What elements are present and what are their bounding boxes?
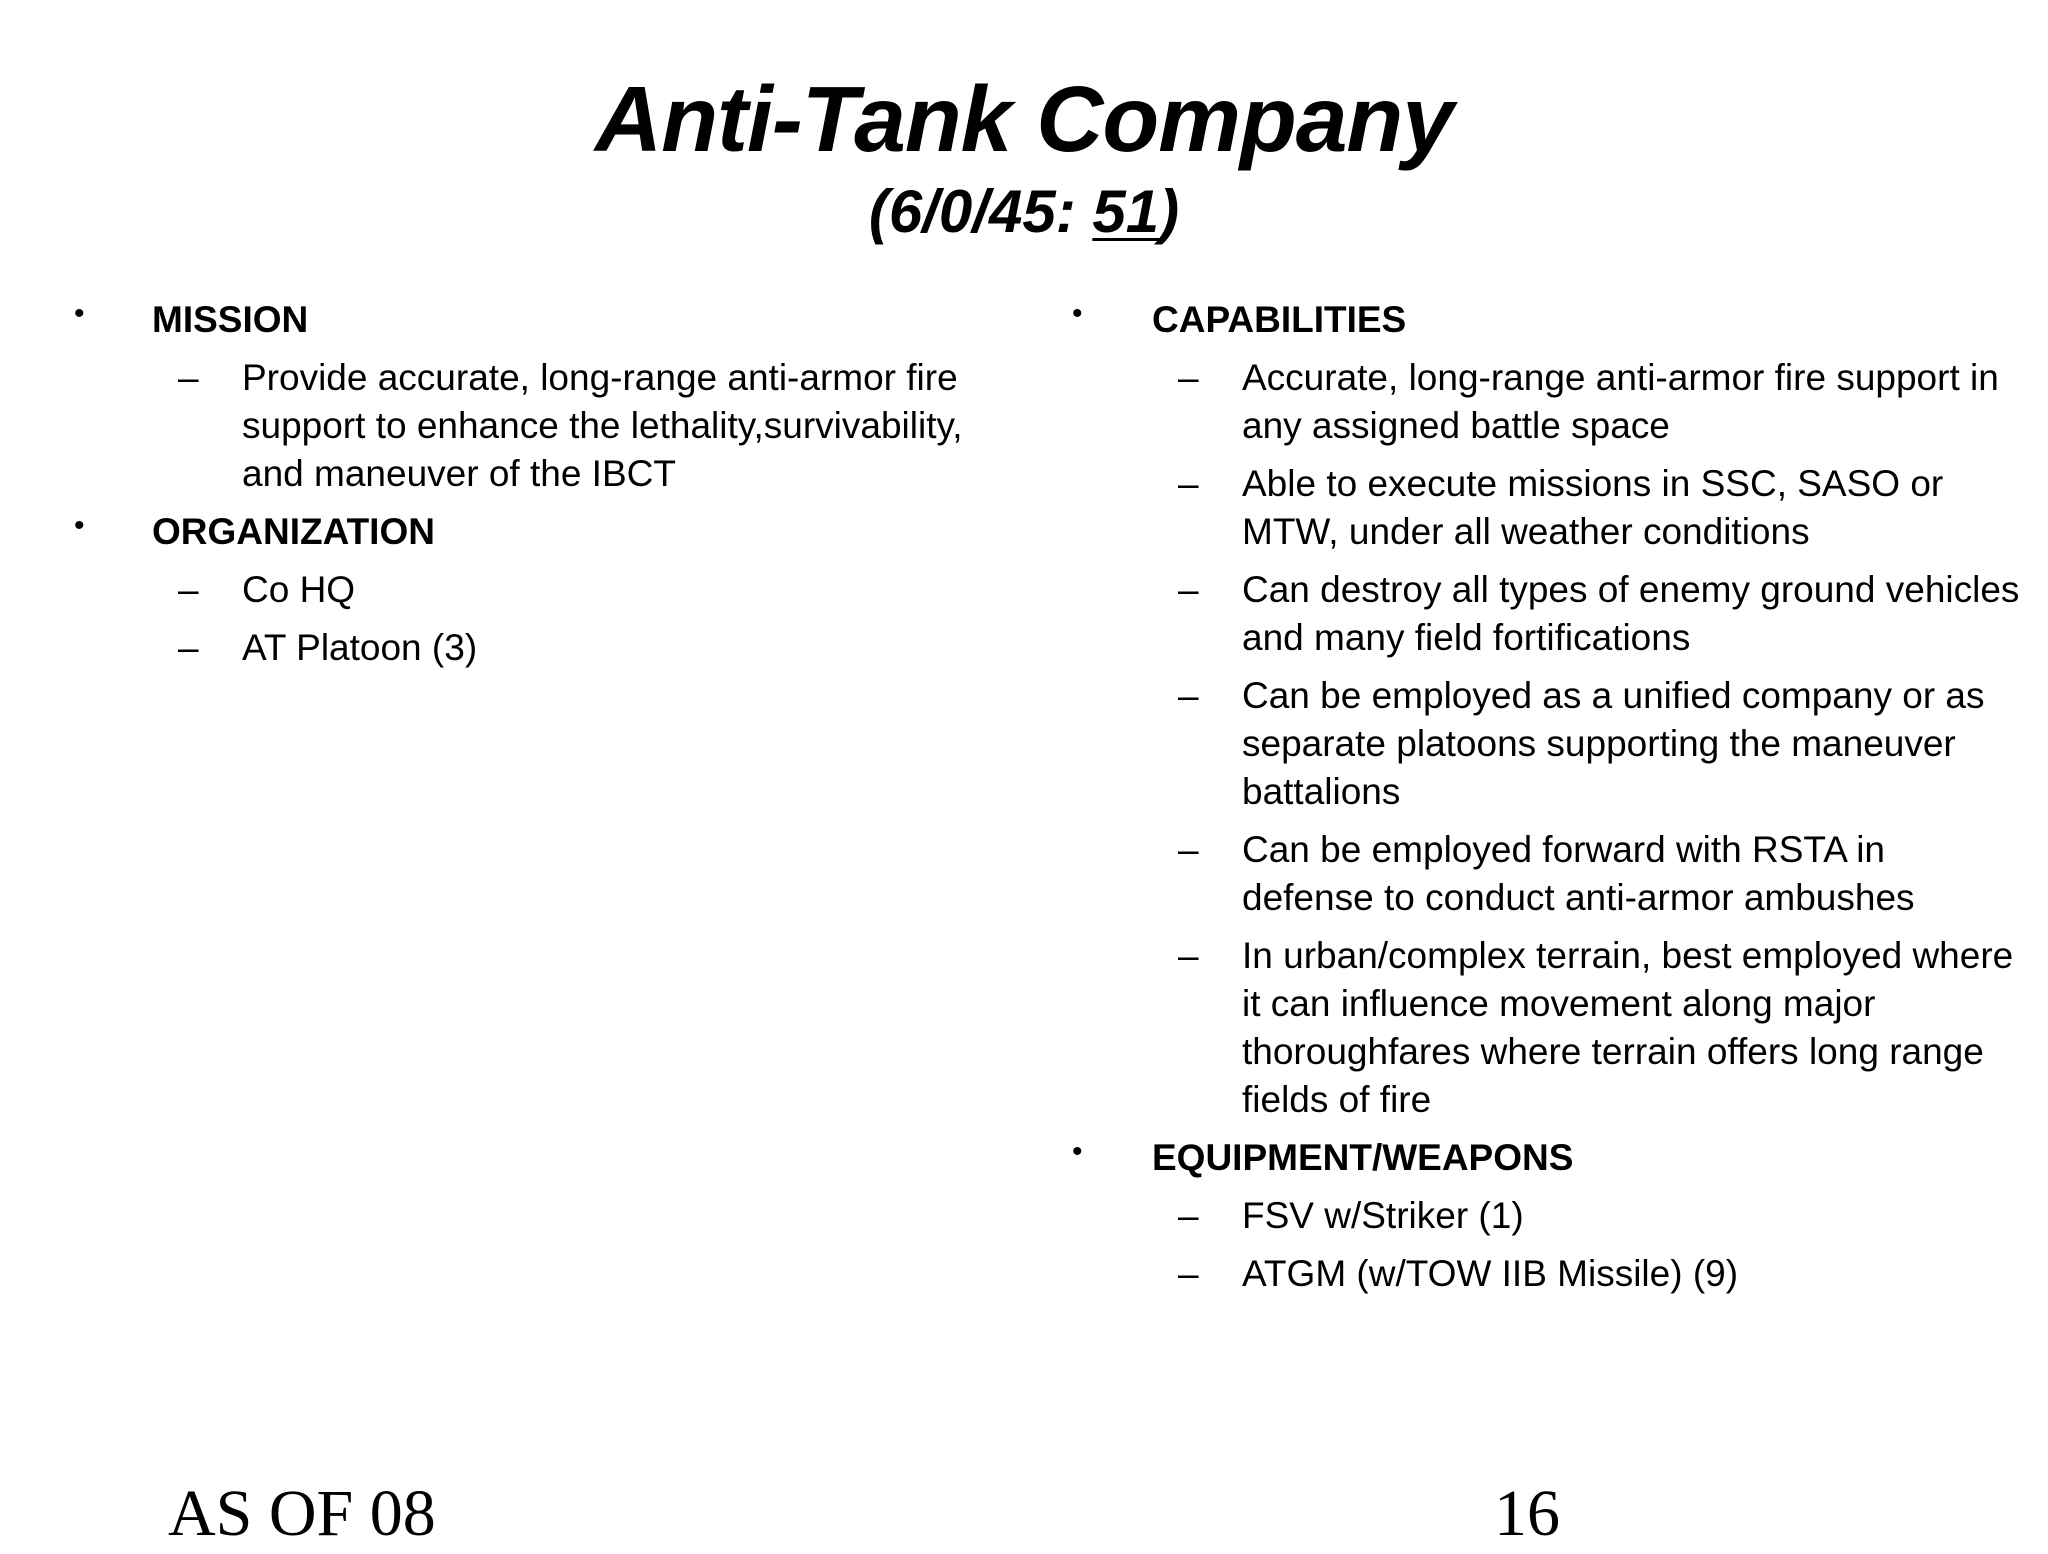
list-item — [1070, 826, 2020, 922]
capabilities-list — [1070, 354, 2020, 1124]
list-item — [1070, 566, 2020, 662]
list-item — [1070, 672, 2020, 816]
slide-title: Anti-Tank Company — [595, 67, 1453, 171]
capability-item-text: Can be employed as a unified company or as separate platoons supporting the maneuver battalions — [1242, 675, 1985, 812]
equipment-heading-label: EQUIPMENT/WEAPONS — [1152, 1137, 1574, 1178]
capabilities-section — [1070, 296, 2020, 1124]
capability-item-text: Can be employed forward with RSTA in defense to conduct anti-armor ambushes — [1242, 829, 1915, 918]
footer-date: AS OF 08 — [168, 1477, 436, 1550]
equipment-list — [1070, 1192, 2020, 1298]
equipment-item-text: FSV w/Striker (1) — [1242, 1195, 1524, 1236]
dash-icon: – — [1178, 1253, 1199, 1294]
equipment-section — [1070, 1134, 2020, 1298]
mission-item-text: Provide accurate, long-range anti-armor fire support to enhance the lethality,survivability, and maneuver of the IBCT — [242, 357, 963, 494]
organization-heading-label: ORGANIZATION — [152, 511, 435, 552]
subtitle-total: 51 — [1092, 178, 1160, 245]
capability-item-text: In urban/complex terrain, best employed where it can influence movement along major thoroughfares where terrain offers long range fields of fire — [1242, 935, 2014, 1120]
page-number: 16 — [1494, 1477, 1560, 1550]
organization-item-text: Co HQ — [242, 569, 356, 610]
left-column — [72, 296, 1012, 682]
right-column — [1070, 296, 2020, 1308]
bullet-icon: • — [1072, 1135, 1083, 1168]
dash-icon: – — [1178, 1195, 1199, 1236]
list-item — [72, 566, 1012, 614]
dash-icon: – — [1178, 463, 1199, 504]
organization-section — [72, 508, 1012, 672]
capability-item-text: Can destroy all types of enemy ground vehicles and many field fortifications — [1242, 569, 2020, 658]
dash-icon: – — [1178, 829, 1199, 870]
organization-item-text: AT Platoon (3) — [242, 627, 478, 668]
list-item — [1070, 354, 2020, 450]
subtitle-suffix: ) — [1159, 178, 1180, 245]
capability-item-text: Able to execute missions in SSC, SASO or MTW, under all weather conditions — [1242, 463, 1944, 552]
list-item — [1070, 460, 2020, 556]
list-item — [1070, 1250, 2020, 1298]
equipment-heading — [1070, 1134, 2020, 1182]
equipment-item-text: ATGM (w/TOW IIB Missile) (9) — [1242, 1253, 1739, 1294]
dash-icon: – — [1178, 357, 1199, 398]
dash-icon: – — [178, 357, 199, 398]
mission-list — [72, 354, 1012, 498]
dash-icon: – — [178, 627, 199, 668]
organization-list — [72, 566, 1012, 672]
mission-heading — [72, 296, 1012, 344]
capabilities-heading — [1070, 296, 2020, 344]
capabilities-heading-label: CAPABILITIES — [1152, 299, 1407, 340]
list-item — [72, 624, 1012, 672]
bullet-icon: • — [74, 509, 85, 542]
slide-subtitle — [0, 176, 2048, 248]
bullet-icon: • — [1072, 297, 1083, 330]
dash-icon: – — [1178, 569, 1199, 610]
capability-item-text: Accurate, long-range anti-armor fire support in any assigned battle space — [1242, 357, 1999, 446]
bullet-icon: • — [74, 297, 85, 330]
list-item — [1070, 932, 2020, 1124]
dash-icon: – — [1178, 935, 1199, 976]
list-item — [72, 354, 1012, 498]
list-item — [1070, 1192, 2020, 1240]
mission-section — [72, 296, 1012, 498]
dash-icon: – — [1178, 675, 1199, 716]
mission-heading-label: MISSION — [152, 299, 309, 340]
dash-icon: – — [178, 569, 199, 610]
organization-heading — [72, 508, 1012, 556]
subtitle-prefix: (6/0/45: — [868, 178, 1093, 245]
